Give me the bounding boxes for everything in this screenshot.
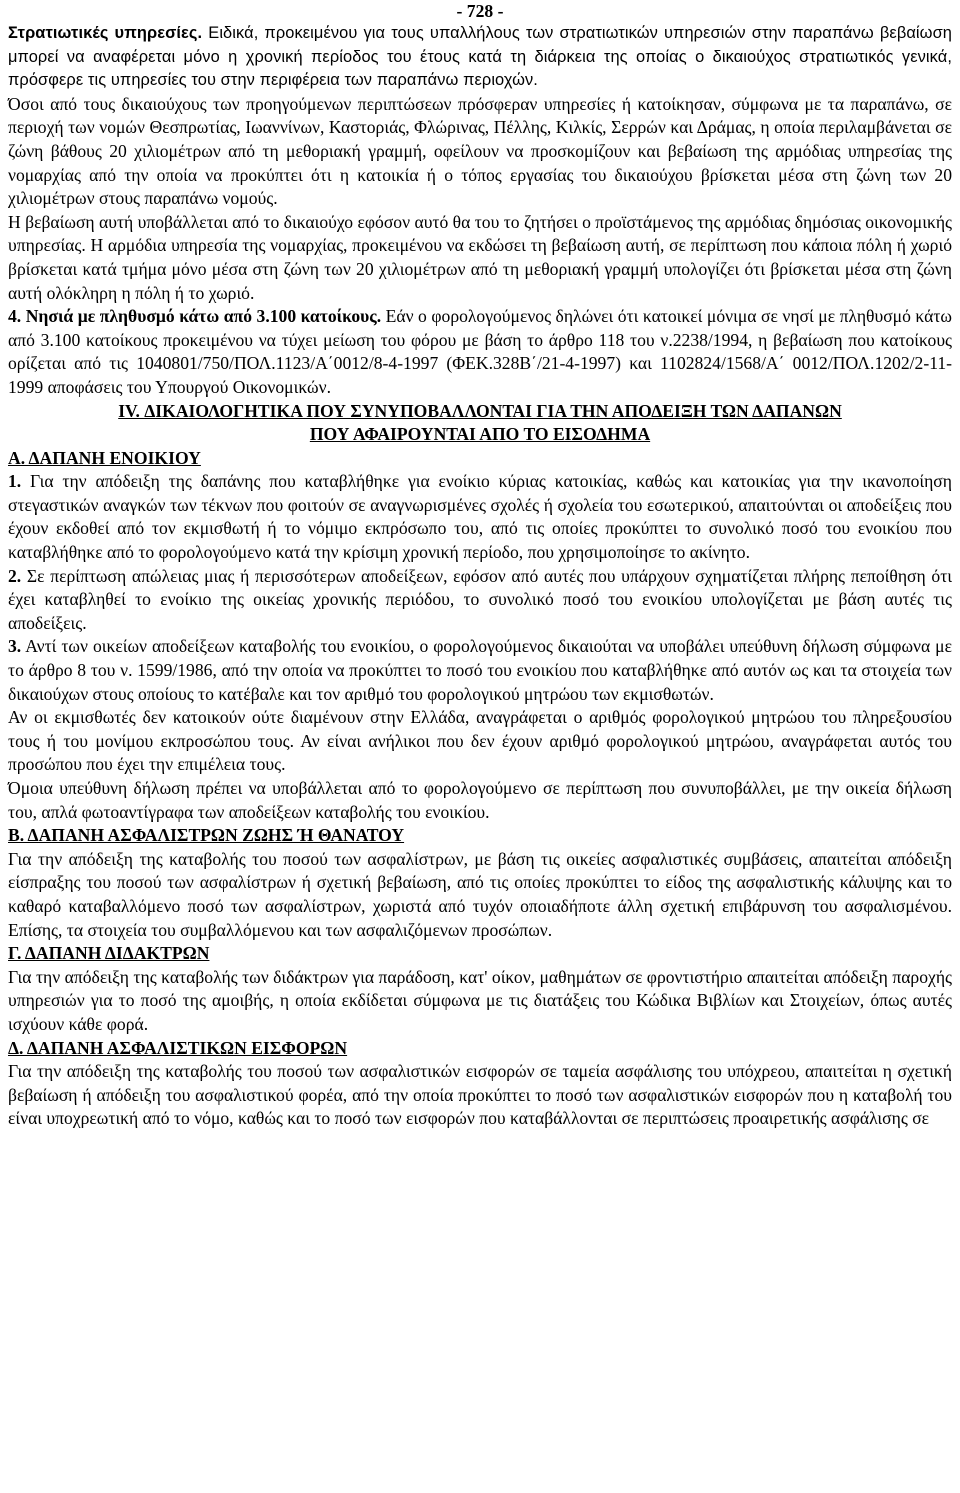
heading-insurance-premiums: Β. ΔΑΠΑΝΗ ΑΣΦΑΛΙΣΤΡΩΝ ΖΩΗΣ Ή ΘΑΝΑΤΟΥ [8, 825, 405, 846]
paragraph-insurance: Για την απόδειξη της καταβολής του ποσού των ασφαλίστρων, με βάση τις οικείες ασφαλιστικές συμβάσεις, απαιτείται απόδειξη είσπραξης του ποσού των ασφαλίστρων ή σχετική βεβαίωση, από τις οποίες προκύπτει το είδος της ασφαλιστικής κάλυψης και το καθαρό καταβαλλόμενο ποσό των ασφαλίστρων, χωριστά από τυχόν οποιαδήποτε άλλη σχετική επιβάρυνση του ασφαλισμένου. Επίσης, τα στοιχεία του συμβαλλόμενου και των ασφαλιζόμενων προσώπων. [8, 848, 952, 940]
paragraph-rent-2 [8, 565, 952, 636]
rent-2-text: Σε περίπτωση απώλειας μιας ή περισσότερων αποδείξεων, εφόσον από αυτές που υπάρχουν σχηματίζεται πλήρης πεποίθηση ότι έχει καταβληθεί το ενοίκιο της οικείας χρονικής περιόδου, το συνολικό ποσό του ενοικίου υπολογίζεται με βάση αυτές τις αποδείξεις. [8, 565, 952, 633]
rent-1-text: Για την απόδειξη της δαπάνης που καταβλήθηκε για ενοίκιο κύριας κατοικίας, καθώς και κατοικίας για την ικανοποίηση στεγαστικών αναγκών των τέκνων που φοιτούν σε αναγνωρισμένες σχολές ή σχολεία του εσωτερικού, απαιτούνται οι αποδείξεις που έχουν εκδοθεί από τον εκμισθωτή ή το νόμιμο εκπρόσωπο του, από τις οποίες προκύπτει το συνολικό ποσό του ενοικίου που καταβλήθηκε από το φορολογούμενο κατά την κρίσιμη χρονική περίοδο, που χρησιμοποίησε το ακίνητο. [8, 471, 952, 563]
rent-2-number: 2. [8, 565, 22, 586]
paragraph-border-zone: Όσοι από τους δικαιούχους των προηγούμενων περιπτώσεων πρόσφεραν υπηρεσίες ή κατοίκησαν, σύμφωνα με τα παραπάνω, σε περιοχή των νομών Θεσπρωτίας, Ιωαννίνων, Καστοριάς, Φλώρινας, Πέλλης, Κιλκίς, Σερρών και Δράμας, η οποία περιλαμβάνεται σε ζώνη βάθους 20 χιλιομέτρων από τη μεθοριακή γραμμή, οφείλουν να προσκομίζουν και βεβαίωση της αρμόδιας υπηρεσίας της νομαρχίας από την οποία να προκύπτει ότι η κατοικία ή ο τόπος εργασίας του δικαιούχου βρίσκεται μέσα στη ζώνη των 20 χιλιομέτρων στους παραπάνω νομούς. [8, 93, 952, 209]
heading-rent-expense: Α. ΔΑΠΑΝΗ ΕΝΟΙΚΙΟΥ [8, 447, 201, 468]
section-iv-heading-line2: ΠΟΥ ΑΦΑΙΡΟΥΝΤΑΙ ΑΠΟ ΤΟ ΕΙΣΟΔΗΜΑ [309, 424, 651, 445]
rent-1-number: 1. [8, 471, 22, 492]
section-iv-heading-line1: IV. ΔΙΚΑΙΟΛΟΓΗΤΙΚΑ ΠΟΥ ΣΥΝΥΠΟΒΑΛΛΟΝΤΑΙ ΓΙΑ ΤΗΝ ΑΠΟΔΕΙΞΗ ΤΩΝ ΔΑΠΑΝΩΝ [118, 400, 842, 421]
paragraph-contributions: Για την απόδειξη της καταβολής του ποσού των ασφαλιστικών εισφορών σε ταμεία ασφάλισης του υπόχρεου, απαιτείται η σχετική βεβαίωση ή απόδειξη του ασφαλιστικού φορέα, από την οποία προκύπτει το ποσό των ασφαλιστικών εισφορών που η καταβολή του είναι υποχρεωτική από το νόμο, καθώς και το ποσό των εισφορών που καταβάλλονται σε περιπτώσεις προαιρετικής ασφάλισης σε [8, 1061, 952, 1129]
islands-label: 4. Νησιά με πληθυσμό κάτω από 3.100 κατοίκους. [8, 306, 382, 327]
military-services-text: Ειδικά, προκειμένου για τους υπαλλήλους των στρατιωτικών υπηρεσιών στην παραπάνω βεβαίωση μπορεί να αναφέρεται μόνο η χρονική περίοδος του έτους κατά τη διάρκεια της οποίας ο δικαιούχος στρατιωτικός γενικά, πρόσφερε τις υπηρεσίες του στην περιφέρεια των παραπάνω περιοχών. [8, 24, 952, 90]
paragraph-tuition: Για την απόδειξη της καταβολής των διδάκτρων για παράδοση, κατ' οίκον, μαθημάτων σε φροντιστήριο απαιτείται απόδειξη παροχής υπηρεσιών για το ποσό της αμοιβής, η οποία εκδίδεται σύμφωνα με τις διατάξεις του Κώδικα Βιβλίων και Στοιχείων, όπως αυτές ισχύουν κάθε φορά. [8, 966, 952, 1034]
heading-insurance-contributions: Δ. ΔΑΠΑΝΗ ΑΣΦΑΛΙΣΤΙΚΩΝ ΕΙΣΦΟΡΩΝ [8, 1037, 348, 1058]
heading-tuition: Γ. ΔΑΠΑΝΗ ΔΙΔΑΚΤΡΩΝ [8, 943, 210, 964]
paragraph-islands [8, 305, 952, 399]
rent-3-number: 3. [8, 636, 22, 657]
military-services-label: Στρατιωτικές υπηρεσίες. [8, 24, 203, 42]
page-number: - 728 - [456, 1, 504, 21]
document-page [8, 0, 952, 1131]
paragraph-rent-1 [8, 470, 952, 564]
paragraph-rent-3 [8, 635, 952, 706]
paragraph-rent-4: Αν οι εκμισθωτές δεν κατοικούν ούτε διαμένουν στην Ελλάδα, αναγράφεται ο αριθμός φορολογικού μητρώου του πληρεξουσίου τους ή του μονίμου εκπροσώπου τους. Αν είναι ανήλικοι που δεν έχουν αριθμό φορολογικού μητρώου, αναγράφεται αυτός του προσώπου που έχει την επιμέλεια τους. [8, 707, 952, 775]
rent-3-text: Αντί των οικείων αποδείξεων καταβολής του ενοικίου, ο φορολογούμενος δικαιούται να υποβάλει υπεύθυνη δήλωση σύμφωνα με το άρθρο 8 του ν. 1599/1986, από την οποία να προκύπτει το ποσό του ενοικίου που καταβλήθηκε από αυτόν ως και τα στοιχεία των δικαιούχων στους οποίους το κατέβαλε και τον αριθμό του φορολογικού μητρώου των εκμισθωτών. [8, 636, 952, 704]
paragraph-certificate: Η βεβαίωση αυτή υποβάλλεται από το δικαιούχο εφόσον αυτό θα του το ζητήσει ο προϊστάμενος της αρμόδιας δημόσιας οικονομικής υπηρεσίας. Η αρμόδια υπηρεσία της νομαρχίας, προκειμένου να εκδώσει τη βεβαίωση αυτή, σε περίπτωση που κάποια πόλη ή χωριό βρίσκεται κατά τμήμα μόνο μέσα στη ζώνη των 20 χιλιομέτρων από τη μεθοριακή γραμμή υπολογίζει ότι βρίσκεται μέσα στη ζώνη αυτή ολόκληρη η πόλη ή το χωριό. [8, 211, 952, 303]
paragraph-military-services [8, 22, 952, 93]
paragraph-rent-5: Όμοια υπεύθυνη δήλωση πρέπει να υποβάλλεται από το φορολογούμενο σε περίπτωση που συνυποβάλλει, με την οικεία δήλωση του, απλά φωτοαντίγραφα των αποδείξεων καταβολής του ενοικίου. [8, 778, 952, 822]
islands-text: Εάν ο φορολογούμενος δηλώνει ότι κατοικεί μόνιμα σε νησί με πληθυσμό κάτω από 3.100 κατοίκους προκειμένου να τύχει μείωση του φόρου με βάση το άρθρο 118 του ν.2238/1994, η βεβαίωση που κατοίκους ορίζεται από τις 1040801/750/ΠΟΛ.1123/Α΄0012/8-4-1997 (ΦΕΚ.328Β΄/21-4-1997) και 1102824/1568/Α΄ 0012/ΠΟΛ.1202/2-11-1999 αποφάσεις του Υπουργού Οικονομικών. [8, 306, 952, 397]
